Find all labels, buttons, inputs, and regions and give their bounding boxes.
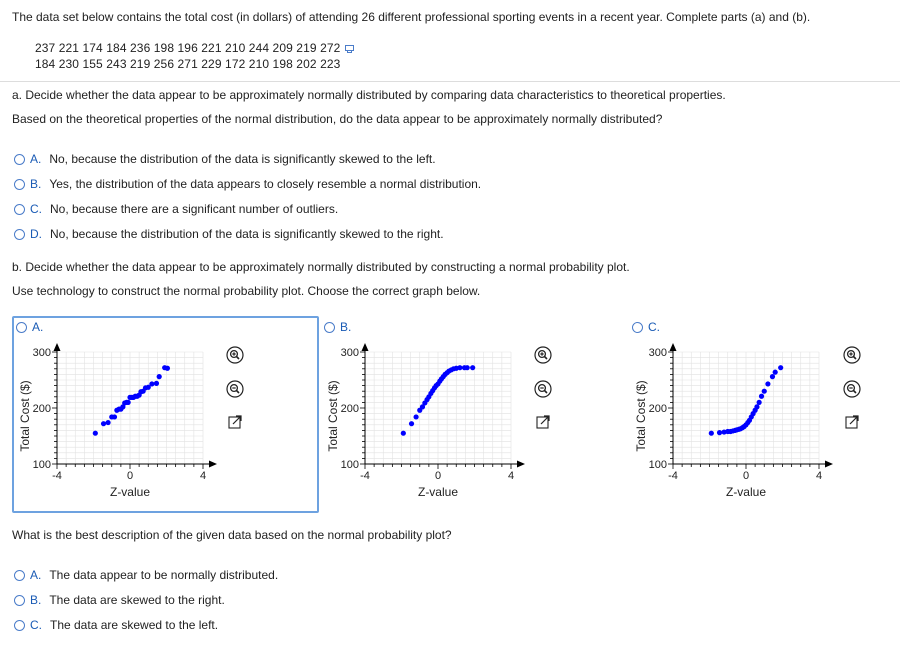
x-axis-arrow [825, 461, 833, 468]
part-b-title: b. Decide whether the data appear to be approximately normally distributed by constructing a normal probability plot. [12, 260, 630, 274]
graph-option-a[interactable] [16, 320, 51, 334]
part-b-option-c[interactable] [14, 618, 218, 632]
data-point [770, 374, 775, 379]
option-key: A. [32, 320, 44, 334]
option-text: No, because the distribution of the data is significantly skewed to the left. [49, 152, 436, 166]
y-axis-arrow [670, 343, 677, 351]
part-a-option-b[interactable] [14, 177, 481, 191]
zoom-in-icon[interactable] [534, 346, 552, 364]
copy-data-icon[interactable] [345, 45, 354, 53]
plot-a [15, 340, 220, 510]
option-key: C. [648, 320, 660, 334]
data-point [754, 404, 759, 409]
data-point [93, 431, 98, 436]
data-point [165, 366, 170, 371]
x-tick-label: -4 [52, 470, 62, 482]
x-tick-label: 4 [815, 470, 823, 482]
y-tick-label: 300 [648, 347, 667, 359]
x-axis-arrow [517, 461, 525, 468]
data-point [773, 370, 778, 375]
y-tick-label: 200 [648, 403, 667, 415]
plot-b [323, 340, 528, 510]
expand-icon[interactable] [534, 413, 552, 431]
data-point [470, 365, 475, 370]
y-tick-label: 100 [340, 459, 359, 471]
part-a-option-a[interactable] [14, 152, 436, 166]
data-point [409, 421, 414, 426]
option-key: C. [30, 618, 42, 632]
x-tick-label: -4 [668, 470, 678, 482]
x-tick-label: 0 [434, 470, 442, 482]
x-axis-label: Z-value [725, 485, 767, 499]
y-axis-arrow [54, 343, 61, 351]
expand-icon[interactable] [843, 413, 861, 431]
x-axis-arrow [209, 461, 217, 468]
x-tick-label: 4 [199, 470, 207, 482]
radio-icon[interactable] [16, 322, 27, 333]
data-point [709, 431, 714, 436]
radio-icon[interactable] [14, 595, 25, 606]
option-key: B. [30, 593, 42, 607]
y-axis-label: Total Cost ($) [634, 380, 648, 452]
option-key: A. [30, 152, 42, 166]
x-tick-label: -4 [360, 470, 370, 482]
option-text: Yes, the distribution of the data appears to closely resemble a normal distribution. [49, 177, 482, 191]
radio-icon[interactable] [14, 204, 25, 215]
radio-icon[interactable] [14, 570, 25, 581]
data-point [106, 420, 111, 425]
data-point [149, 381, 154, 386]
radio-icon[interactable] [14, 229, 25, 240]
zoom-out-icon[interactable] [843, 380, 861, 398]
graph-option-b[interactable] [324, 320, 359, 334]
data-point [101, 421, 106, 426]
part-b-option-a[interactable] [14, 568, 278, 582]
part-a-title: a. Decide whether the data appear to be approximately normally distributed by comparing data characteristics to theoretical properties. [12, 88, 726, 102]
option-text: No, because the distribution of the data is significantly skewed to the right. [50, 227, 444, 241]
radio-icon[interactable] [324, 322, 335, 333]
data-point [717, 430, 722, 435]
data-point [112, 414, 117, 419]
data-point [157, 374, 162, 379]
y-tick-label: 200 [32, 403, 51, 415]
data-row-1 [35, 41, 354, 55]
x-axis-label: Z-value [417, 485, 459, 499]
y-tick-label: 300 [32, 347, 51, 359]
data-point [465, 365, 470, 370]
part-a-question: Based on the theoretical properties of the normal distribution, do the data appear to be approximately normally distributed? [12, 112, 663, 126]
option-text: The data are skewed to the right. [49, 593, 225, 607]
y-axis-arrow [362, 343, 369, 351]
zoom-in-icon[interactable] [226, 346, 244, 364]
option-text: No, because there are a significant number of outliers. [50, 202, 339, 216]
data-point [154, 381, 159, 386]
data-point [401, 431, 406, 436]
y-tick-label: 100 [648, 459, 667, 471]
data-row-1-text: 237 221 174 184 236 198 196 221 210 244 209 219 272 [35, 41, 341, 55]
expand-icon[interactable] [226, 413, 244, 431]
problem-intro: The data set below contains the total cost (in dollars) of attending 26 different professional sporting events in a recent year. Complete parts (a) and (b). [12, 10, 811, 24]
data-point [457, 365, 462, 370]
y-tick-label: 100 [32, 459, 51, 471]
y-tick-label: 300 [340, 347, 359, 359]
radio-icon[interactable] [14, 620, 25, 631]
y-tick-label: 200 [340, 403, 359, 415]
x-tick-label: 0 [742, 470, 750, 482]
part-b-instruction: Use technology to construct the normal probability plot. Choose the correct graph below. [12, 284, 481, 298]
option-key: B. [30, 177, 42, 191]
radio-icon[interactable] [632, 322, 643, 333]
x-tick-label: 0 [126, 470, 134, 482]
y-axis-label: Total Cost ($) [18, 380, 32, 452]
zoom-out-icon[interactable] [534, 380, 552, 398]
part-b-option-b[interactable] [14, 593, 225, 607]
part-a-option-d[interactable] [14, 227, 444, 241]
data-row-2: 184 230 155 243 219 256 271 229 172 210 198 202 223 [35, 57, 341, 71]
radio-icon[interactable] [14, 179, 25, 190]
data-point [759, 394, 764, 399]
zoom-in-icon[interactable] [843, 346, 861, 364]
x-tick-label: 4 [507, 470, 515, 482]
radio-icon[interactable] [14, 154, 25, 165]
data-point [765, 381, 770, 386]
divider [0, 81, 900, 82]
part-a-option-c[interactable] [14, 202, 338, 216]
option-text: The data appear to be normally distributed. [49, 568, 279, 582]
x-axis-label: Z-value [109, 485, 151, 499]
data-point [414, 414, 419, 419]
data-point [757, 400, 762, 405]
zoom-out-icon[interactable] [226, 380, 244, 398]
data-point [762, 389, 767, 394]
data-point [126, 400, 131, 405]
option-key: A. [30, 568, 42, 582]
plot-c [631, 340, 836, 510]
data-point [778, 365, 783, 370]
option-key: D. [30, 227, 42, 241]
graph-option-c[interactable] [632, 320, 668, 334]
y-axis-label: Total Cost ($) [326, 380, 340, 452]
option-key: C. [30, 202, 42, 216]
part-b-question: What is the best description of the given data based on the normal probability plot? [12, 528, 452, 542]
option-key: B. [340, 320, 352, 334]
option-text: The data are skewed to the left. [50, 618, 219, 632]
